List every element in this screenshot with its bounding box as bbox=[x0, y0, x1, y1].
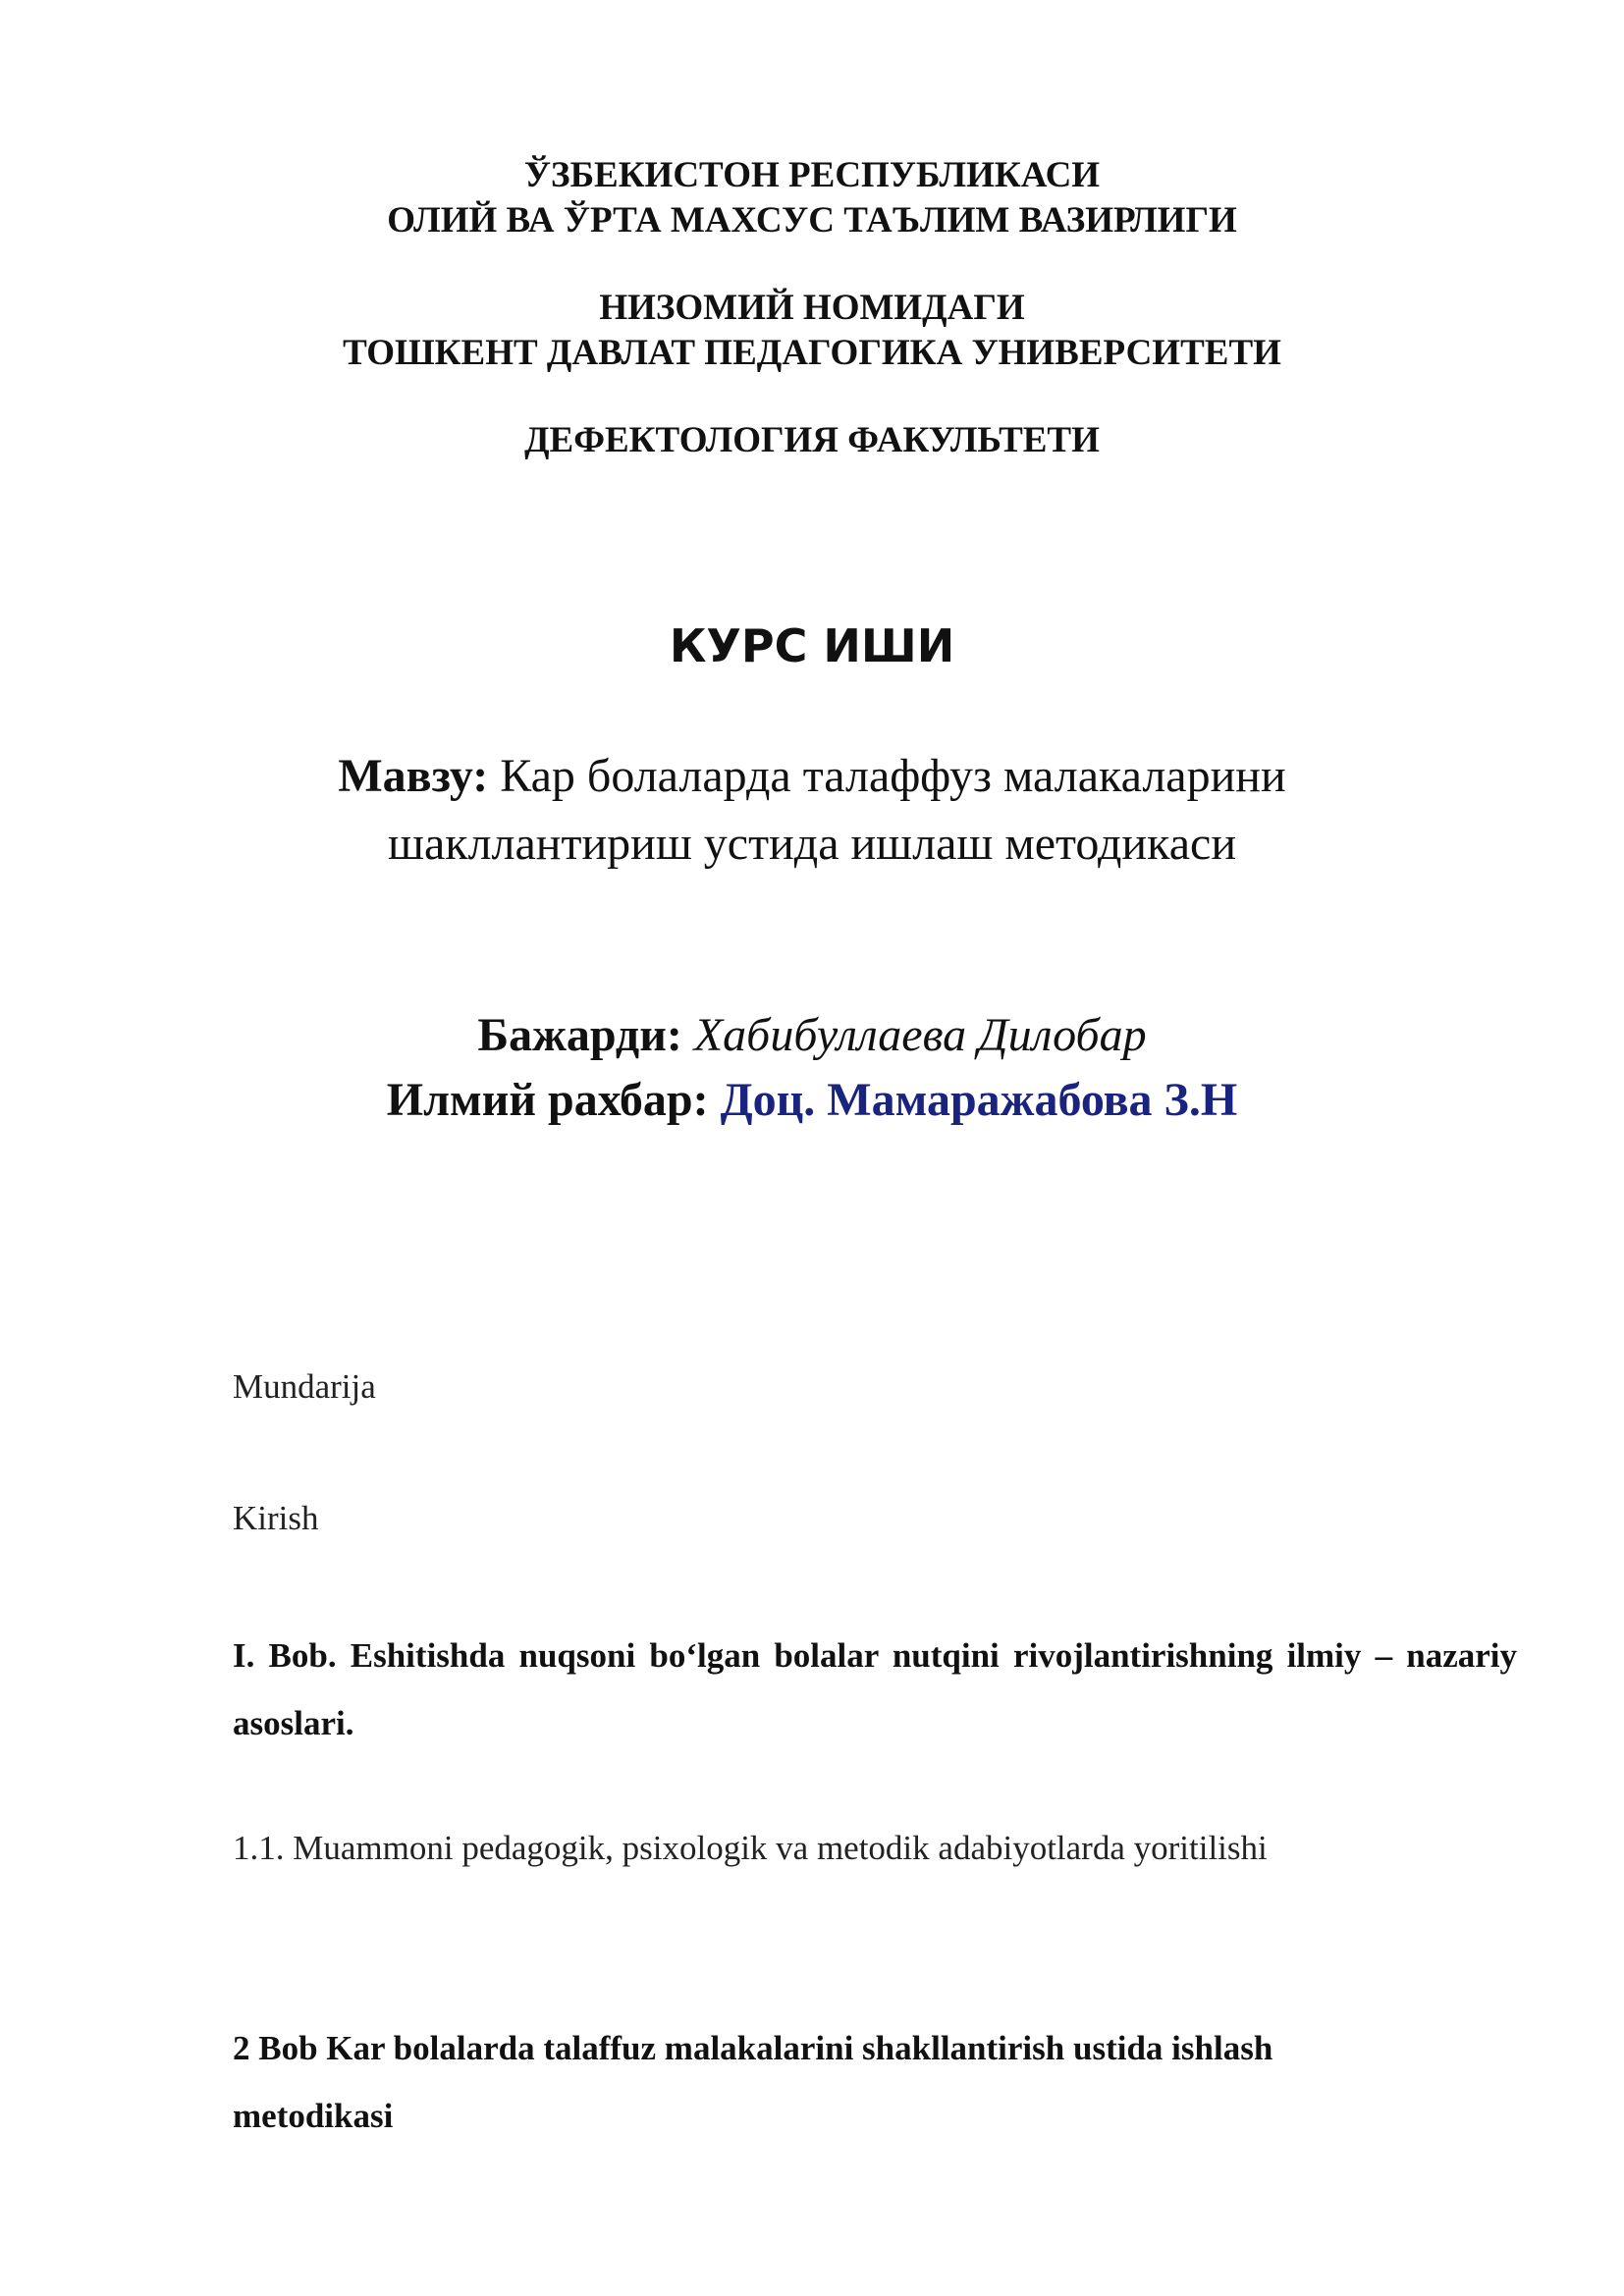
student-label: Бажарди: bbox=[477, 1009, 682, 1061]
supervisor-row bbox=[0, 1068, 1624, 1133]
ministry-header bbox=[0, 153, 1624, 243]
toc-chapter-1: I. Bob. Eshitishda nuqsoni bo‘lgan bolalar nutqini rivojlantirishning ilmiy – nazariy asoslari. bbox=[233, 1636, 1517, 1742]
topic-label: Мавзу: bbox=[338, 750, 489, 802]
ministry-line-1: ЎЗБЕКИСТОН РЕСПУБЛИКАСИ bbox=[523, 155, 1101, 195]
topic-block bbox=[0, 742, 1624, 878]
faculty-header bbox=[0, 418, 1624, 463]
student-row bbox=[0, 1003, 1624, 1068]
authors-block bbox=[0, 1003, 1624, 1133]
toc-heading: Mundarija bbox=[233, 1367, 376, 1406]
student-name: Хабибуллаева Дилобар bbox=[693, 1009, 1147, 1061]
supervisor-label: Илмий рахбар: bbox=[386, 1074, 709, 1126]
topic-line-2: шакллантириш устида ишлаш методикаси bbox=[388, 818, 1236, 870]
supervisor-name: Доц. Мамаражабова З.Н bbox=[720, 1074, 1238, 1126]
faculty-line: ДЕФЕКТОЛОГИЯ ФАКУЛЬТЕТИ bbox=[524, 420, 1100, 460]
ministry-line-2: ОЛИЙ ВА ЎРТА МАХСУС ТАЪЛИМ ВАЗИРЛИГИ bbox=[387, 200, 1237, 240]
topic-line-1: Кар болаларда талаффуз малакаларини bbox=[500, 750, 1286, 802]
university-header bbox=[0, 286, 1624, 376]
course-title: КУРС ИШИ bbox=[669, 619, 955, 672]
toc-chapter-2: 2 Bob Kar bolalarda talaffuz malakalarini shakllantirish ustida ishlash metodikasi bbox=[233, 2029, 1273, 2135]
university-line-1: НИЗОМИЙ НОМИДАГИ bbox=[599, 288, 1025, 328]
toc-section-1-1: 1.1. Muammoni pedagogik, psixologik va metodik adabiyotlarda yoritilishi bbox=[233, 1829, 1268, 1867]
toc-intro: Kirish bbox=[233, 1499, 319, 1537]
university-line-2: ТОШКЕНТ ДАВЛАТ ПЕДАГОГИКА УНИВЕРСИТЕТИ bbox=[343, 333, 1281, 373]
